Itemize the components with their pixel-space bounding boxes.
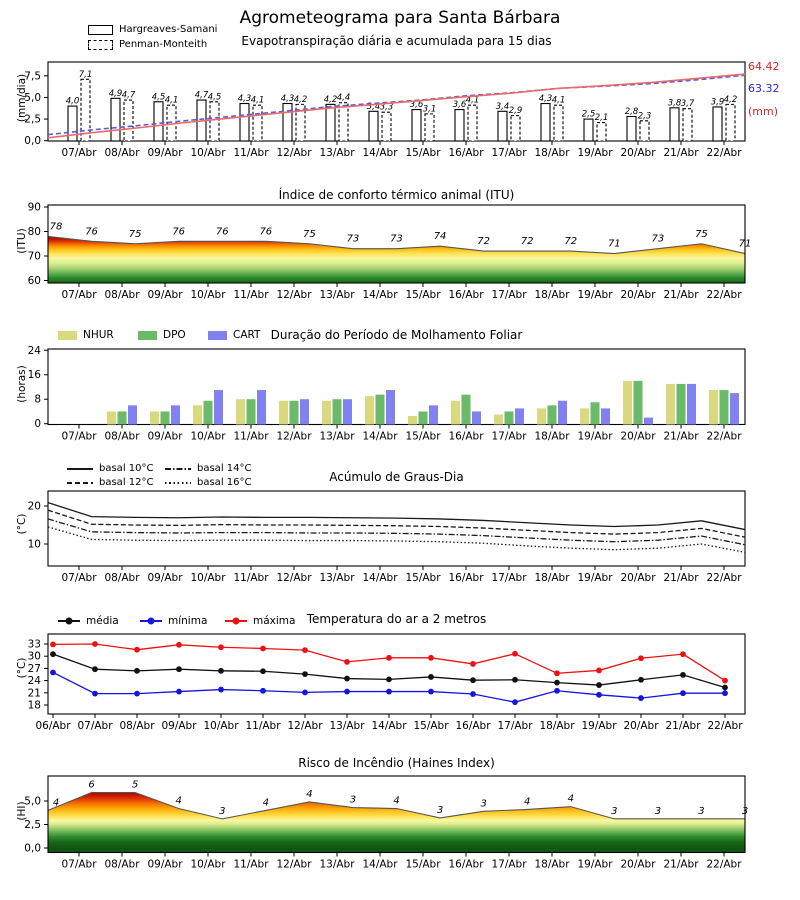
svg-text:3: 3	[698, 805, 705, 817]
svg-text:3: 3	[480, 798, 487, 810]
svg-text:30: 30	[27, 650, 41, 663]
legend-basal16-label: basal 16°C	[197, 477, 252, 488]
svg-text:75: 75	[128, 228, 142, 240]
svg-text:4,4: 4,4	[336, 93, 351, 104]
svg-text:71: 71	[738, 238, 752, 250]
svg-text:07/Abr: 07/Abr	[61, 572, 97, 584]
basal10-line-icon	[67, 468, 93, 470]
legend-maxima-label: máxima	[253, 615, 296, 627]
basal12-line-icon	[67, 482, 93, 484]
svg-text:13/Abr: 13/Abr	[319, 858, 355, 871]
svg-text:09/Abr: 09/Abr	[161, 720, 197, 732]
legend-maxima	[225, 615, 295, 627]
legend-basal12-label: basal 12°C	[99, 477, 154, 488]
svg-text:4: 4	[567, 793, 574, 805]
svg-text:4,2: 4,2	[723, 94, 738, 105]
media-line-icon	[58, 620, 80, 622]
hargreaves-swatch-icon	[88, 25, 113, 35]
svg-text:22/Abr: 22/Abr	[706, 289, 742, 301]
svg-text:7,1: 7,1	[78, 69, 93, 80]
svg-text:16/Abr: 16/Abr	[448, 289, 484, 301]
svg-text:18: 18	[27, 699, 41, 712]
svg-text:19/Abr: 19/Abr	[581, 720, 617, 732]
svg-text:4,0: 4,0	[65, 96, 80, 107]
legend-penman-label: Penman-Monteith	[119, 39, 208, 50]
svg-text:11/Abr: 11/Abr	[233, 289, 269, 301]
basal14-line-icon	[165, 468, 191, 470]
svg-text:76: 76	[215, 226, 229, 238]
legend-basal10	[67, 463, 153, 474]
svg-text:16/Abr: 16/Abr	[448, 858, 484, 871]
svg-text:2,1: 2,1	[594, 113, 609, 124]
svg-text:4,1: 4,1	[250, 95, 265, 106]
svg-text:10/Abr: 10/Abr	[190, 430, 226, 443]
legend-basal10-label: basal 10°C	[99, 463, 154, 474]
svg-text:6: 6	[88, 779, 95, 791]
svg-text:08/Abr: 08/Abr	[104, 289, 140, 301]
svg-text:3: 3	[349, 794, 357, 806]
svg-text:4: 4	[524, 796, 531, 808]
legend-basal12	[67, 477, 153, 488]
svg-text:72: 72	[477, 236, 490, 248]
svg-text:13/Abr: 13/Abr	[319, 430, 355, 443]
svg-text:5: 5	[131, 779, 139, 791]
svg-text:33: 33	[27, 638, 41, 651]
svg-text:5,0: 5,0	[24, 795, 41, 808]
svg-text:2,3: 2,3	[637, 111, 652, 122]
svg-text:19/Abr: 19/Abr	[577, 147, 613, 159]
chart5-title: Temperatura do ar a 2 metros	[306, 612, 487, 626]
legend-basal14-label: basal 14°C	[197, 463, 252, 474]
svg-text:21/Abr: 21/Abr	[663, 430, 699, 443]
svg-text:4,1: 4,1	[164, 95, 179, 106]
svg-text:3: 3	[436, 804, 444, 816]
svg-text:24: 24	[27, 675, 41, 688]
svg-text:18/Abr: 18/Abr	[539, 720, 575, 732]
basal16-line-icon	[165, 482, 191, 484]
svg-text:0,0: 0,0	[24, 135, 41, 148]
svg-text:74: 74	[433, 231, 447, 243]
svg-text:14/Abr: 14/Abr	[362, 858, 398, 871]
svg-text:22/Abr: 22/Abr	[706, 430, 742, 443]
svg-text:22/Abr: 22/Abr	[706, 858, 742, 871]
svg-text:08/Abr: 08/Abr	[104, 430, 140, 443]
svg-text:14/Abr: 14/Abr	[371, 720, 407, 732]
accum-penman-total: 63.32	[748, 82, 780, 95]
svg-text:4: 4	[306, 788, 313, 800]
svg-text:2,5: 2,5	[581, 109, 596, 120]
svg-text:3: 3	[219, 805, 226, 817]
svg-text:15/Abr: 15/Abr	[405, 289, 441, 301]
chart4-ylabel: (°C)	[16, 513, 28, 535]
maxima-line-icon	[225, 620, 247, 622]
penman-swatch-icon	[88, 40, 113, 50]
svg-text:06/Abr: 06/Abr	[35, 720, 71, 732]
svg-text:16/Abr: 16/Abr	[455, 720, 491, 732]
legend-penman	[88, 39, 207, 50]
svg-text:07/Abr: 07/Abr	[61, 289, 97, 301]
svg-text:15/Abr: 15/Abr	[405, 572, 441, 584]
svg-text:18/Abr: 18/Abr	[534, 572, 570, 584]
svg-text:8: 8	[34, 393, 41, 406]
svg-text:71: 71	[607, 238, 621, 250]
svg-text:4,5: 4,5	[151, 92, 166, 103]
svg-text:20/Abr: 20/Abr	[620, 430, 656, 443]
svg-text:3,1: 3,1	[422, 104, 437, 115]
legend-cart	[208, 329, 260, 341]
svg-text:4,5: 4,5	[207, 92, 222, 103]
svg-text:73: 73	[390, 233, 403, 245]
svg-text:21/Abr: 21/Abr	[663, 289, 699, 301]
legend-minima-label: mínima	[168, 615, 208, 627]
legend-media	[58, 615, 119, 627]
svg-text:17/Abr: 17/Abr	[491, 858, 527, 871]
svg-text:73: 73	[346, 233, 360, 245]
svg-text:3,9: 3,9	[710, 97, 725, 108]
svg-text:11/Abr: 11/Abr	[233, 430, 269, 443]
svg-text:72: 72	[564, 236, 578, 248]
svg-text:3,4: 3,4	[366, 101, 381, 112]
svg-text:72: 72	[520, 236, 534, 248]
legend-media-label: média	[86, 615, 119, 627]
svg-text:17/Abr: 17/Abr	[491, 147, 527, 159]
svg-text:27: 27	[27, 662, 41, 675]
svg-text:80: 80	[27, 226, 41, 238]
svg-text:21/Abr: 21/Abr	[663, 147, 699, 159]
svg-text:07/Abr: 07/Abr	[61, 147, 97, 159]
svg-text:12/Abr: 12/Abr	[276, 430, 312, 443]
svg-text:13/Abr: 13/Abr	[319, 289, 355, 301]
svg-text:22/Abr: 22/Abr	[706, 572, 742, 584]
svg-text:4,7: 4,7	[194, 90, 209, 101]
svg-text:17/Abr: 17/Abr	[491, 430, 527, 443]
svg-text:4,7: 4,7	[121, 90, 136, 101]
legend-minima	[140, 615, 207, 627]
svg-text:4,3: 4,3	[280, 94, 295, 105]
svg-text:2,5: 2,5	[24, 113, 41, 126]
legend-dpo	[138, 329, 186, 341]
svg-text:10/Abr: 10/Abr	[190, 572, 226, 584]
svg-text:08/Abr: 08/Abr	[104, 572, 140, 584]
svg-text:12/Abr: 12/Abr	[276, 572, 312, 584]
svg-text:16: 16	[27, 369, 41, 382]
svg-text:09/Abr: 09/Abr	[147, 430, 183, 443]
svg-text:11/Abr: 11/Abr	[233, 572, 269, 584]
svg-text:3,6: 3,6	[452, 100, 467, 111]
legend-basal14	[165, 463, 251, 474]
svg-text:12/Abr: 12/Abr	[276, 289, 312, 301]
legend-nhur-label: NHUR	[83, 329, 114, 341]
chart2-title: Índice de conforto térmico animal (ITU)	[278, 188, 515, 202]
svg-text:19/Abr: 19/Abr	[577, 572, 613, 584]
svg-text:3,6: 3,6	[409, 100, 424, 111]
svg-text:15/Abr: 15/Abr	[405, 147, 441, 159]
svg-text:7,5: 7,5	[24, 70, 41, 83]
svg-text:76: 76	[172, 226, 186, 238]
svg-text:3: 3	[654, 805, 662, 817]
svg-text:3: 3	[741, 805, 749, 817]
svg-text:16/Abr: 16/Abr	[448, 430, 484, 443]
svg-text:14/Abr: 14/Abr	[362, 430, 398, 443]
svg-text:17/Abr: 17/Abr	[497, 720, 533, 732]
svg-text:20/Abr: 20/Abr	[620, 147, 656, 159]
svg-text:13/Abr: 13/Abr	[319, 147, 355, 159]
maxima-dot-icon	[233, 618, 240, 625]
svg-text:08/Abr: 08/Abr	[104, 858, 140, 871]
svg-text:4,2: 4,2	[323, 94, 338, 105]
svg-text:08/Abr: 08/Abr	[119, 720, 155, 732]
svg-text:76: 76	[85, 226, 98, 238]
svg-text:75: 75	[695, 228, 708, 240]
svg-text:09/Abr: 09/Abr	[147, 147, 183, 159]
svg-text:10/Abr: 10/Abr	[203, 720, 239, 732]
svg-text:10/Abr: 10/Abr	[190, 858, 226, 871]
svg-text:10/Abr: 10/Abr	[190, 289, 226, 301]
svg-text:12/Abr: 12/Abr	[276, 147, 312, 159]
svg-text:12/Abr: 12/Abr	[276, 858, 312, 871]
svg-text:14/Abr: 14/Abr	[362, 572, 398, 584]
accum-unit-label: (mm)	[748, 105, 779, 118]
chart1-ylabel: (mm/dia)	[16, 73, 28, 123]
chart6-ylabel: (HI)	[16, 801, 28, 821]
minima-line-icon	[140, 620, 162, 622]
legend-dpo-label: DPO	[163, 329, 186, 341]
svg-text:20/Abr: 20/Abr	[620, 858, 656, 871]
chart4-title: Acúmulo de Graus-Dia	[329, 470, 464, 484]
svg-text:20/Abr: 20/Abr	[620, 572, 656, 584]
chart5-ylabel: (°C)	[16, 657, 28, 679]
legend-hargreaves-label: Hargreaves-Samani	[119, 24, 218, 35]
svg-text:2,9: 2,9	[508, 106, 523, 117]
svg-text:09/Abr: 09/Abr	[147, 858, 183, 871]
svg-text:07/Abr: 07/Abr	[77, 720, 113, 732]
svg-text:19/Abr: 19/Abr	[577, 289, 613, 301]
legend-cart-label: CART	[233, 329, 261, 341]
svg-text:75: 75	[303, 228, 316, 240]
svg-text:4,3: 4,3	[538, 94, 553, 105]
svg-text:07/Abr: 07/Abr	[61, 858, 97, 871]
dpo-swatch-icon	[138, 331, 157, 340]
svg-text:15/Abr: 15/Abr	[413, 720, 449, 732]
legend-basal16	[165, 477, 251, 488]
svg-text:4,2: 4,2	[293, 94, 308, 105]
svg-text:21/Abr: 21/Abr	[663, 858, 699, 871]
svg-text:0: 0	[34, 418, 41, 431]
media-dot-icon	[66, 618, 73, 625]
svg-text:18/Abr: 18/Abr	[534, 147, 570, 159]
svg-text:4: 4	[393, 795, 400, 807]
svg-text:4: 4	[175, 795, 182, 807]
legend-hargreaves	[88, 24, 217, 35]
svg-text:0,0: 0,0	[24, 842, 41, 855]
svg-text:4,1: 4,1	[551, 95, 566, 106]
svg-text:12/Abr: 12/Abr	[287, 720, 323, 732]
svg-text:11/Abr: 11/Abr	[233, 858, 269, 871]
svg-text:17/Abr: 17/Abr	[491, 572, 527, 584]
svg-text:2,5: 2,5	[24, 819, 41, 831]
legend-nhur	[58, 329, 114, 341]
svg-text:16/Abr: 16/Abr	[448, 147, 484, 159]
svg-text:76: 76	[259, 226, 273, 238]
svg-text:21/Abr: 21/Abr	[665, 720, 701, 732]
svg-text:14/Abr: 14/Abr	[362, 147, 398, 159]
svg-text:70: 70	[27, 250, 41, 263]
svg-text:15/Abr: 15/Abr	[405, 858, 441, 871]
svg-text:07/Abr: 07/Abr	[61, 430, 97, 443]
svg-text:20/Abr: 20/Abr	[620, 289, 656, 301]
svg-text:78: 78	[49, 221, 63, 233]
svg-text:3,8: 3,8	[667, 98, 682, 109]
svg-text:3,3: 3,3	[379, 102, 394, 113]
svg-text:13/Abr: 13/Abr	[319, 572, 355, 584]
svg-text:4: 4	[52, 797, 60, 809]
svg-text:5,0: 5,0	[24, 91, 41, 104]
svg-text:24: 24	[27, 344, 41, 357]
svg-text:14/Abr: 14/Abr	[362, 289, 398, 301]
svg-text:18/Abr: 18/Abr	[534, 858, 570, 871]
svg-text:10: 10	[27, 538, 41, 551]
svg-text:21: 21	[27, 687, 41, 700]
svg-text:10/Abr: 10/Abr	[190, 147, 226, 159]
nhur-swatch-icon	[58, 331, 77, 340]
svg-text:3,7: 3,7	[680, 99, 695, 110]
svg-text:4,3: 4,3	[237, 94, 252, 105]
svg-text:09/Abr: 09/Abr	[147, 572, 183, 584]
page-title: Agrometeograma para Santa Bárbara	[239, 8, 561, 28]
chart3-ylabel: (horas)	[16, 365, 28, 403]
svg-text:08/Abr: 08/Abr	[104, 147, 140, 159]
svg-text:19/Abr: 19/Abr	[577, 430, 613, 443]
svg-text:16/Abr: 16/Abr	[448, 572, 484, 584]
svg-text:20/Abr: 20/Abr	[623, 720, 659, 732]
svg-text:21/Abr: 21/Abr	[663, 572, 699, 584]
svg-text:4: 4	[262, 797, 269, 809]
cart-swatch-icon	[208, 331, 227, 340]
accum-hargreaves-total: 64.42	[748, 60, 780, 73]
svg-text:20: 20	[27, 500, 41, 513]
svg-text:15/Abr: 15/Abr	[405, 430, 441, 443]
svg-text:2,8: 2,8	[624, 106, 639, 117]
svg-text:18/Abr: 18/Abr	[534, 430, 570, 443]
chart2-ylabel: (ITU)	[16, 228, 28, 254]
svg-text:4,1: 4,1	[465, 95, 480, 106]
svg-text:3: 3	[611, 805, 618, 817]
chart1-title: Evapotranspiração diária e acumulada para 15 dias	[241, 34, 552, 48]
svg-text:11/Abr: 11/Abr	[245, 720, 281, 732]
svg-text:90: 90	[27, 201, 41, 214]
svg-text:60: 60	[27, 275, 41, 287]
svg-text:73: 73	[651, 233, 665, 245]
chart6-title: Risco de Incêndio (Haines Index)	[298, 756, 495, 770]
svg-text:22/Abr: 22/Abr	[706, 147, 742, 159]
svg-text:19/Abr: 19/Abr	[577, 858, 613, 871]
svg-text:17/Abr: 17/Abr	[491, 289, 527, 301]
svg-text:09/Abr: 09/Abr	[147, 289, 183, 301]
minima-dot-icon	[148, 618, 155, 625]
svg-text:3,4: 3,4	[495, 101, 510, 112]
svg-text:18/Abr: 18/Abr	[534, 289, 570, 301]
svg-text:4,9: 4,9	[108, 88, 123, 99]
svg-text:22/Abr: 22/Abr	[707, 720, 743, 732]
svg-text:11/Abr: 11/Abr	[233, 147, 269, 159]
svg-text:13/Abr: 13/Abr	[329, 720, 365, 732]
chart3-title: Duração do Período de Molhamento Foliar	[270, 328, 523, 342]
